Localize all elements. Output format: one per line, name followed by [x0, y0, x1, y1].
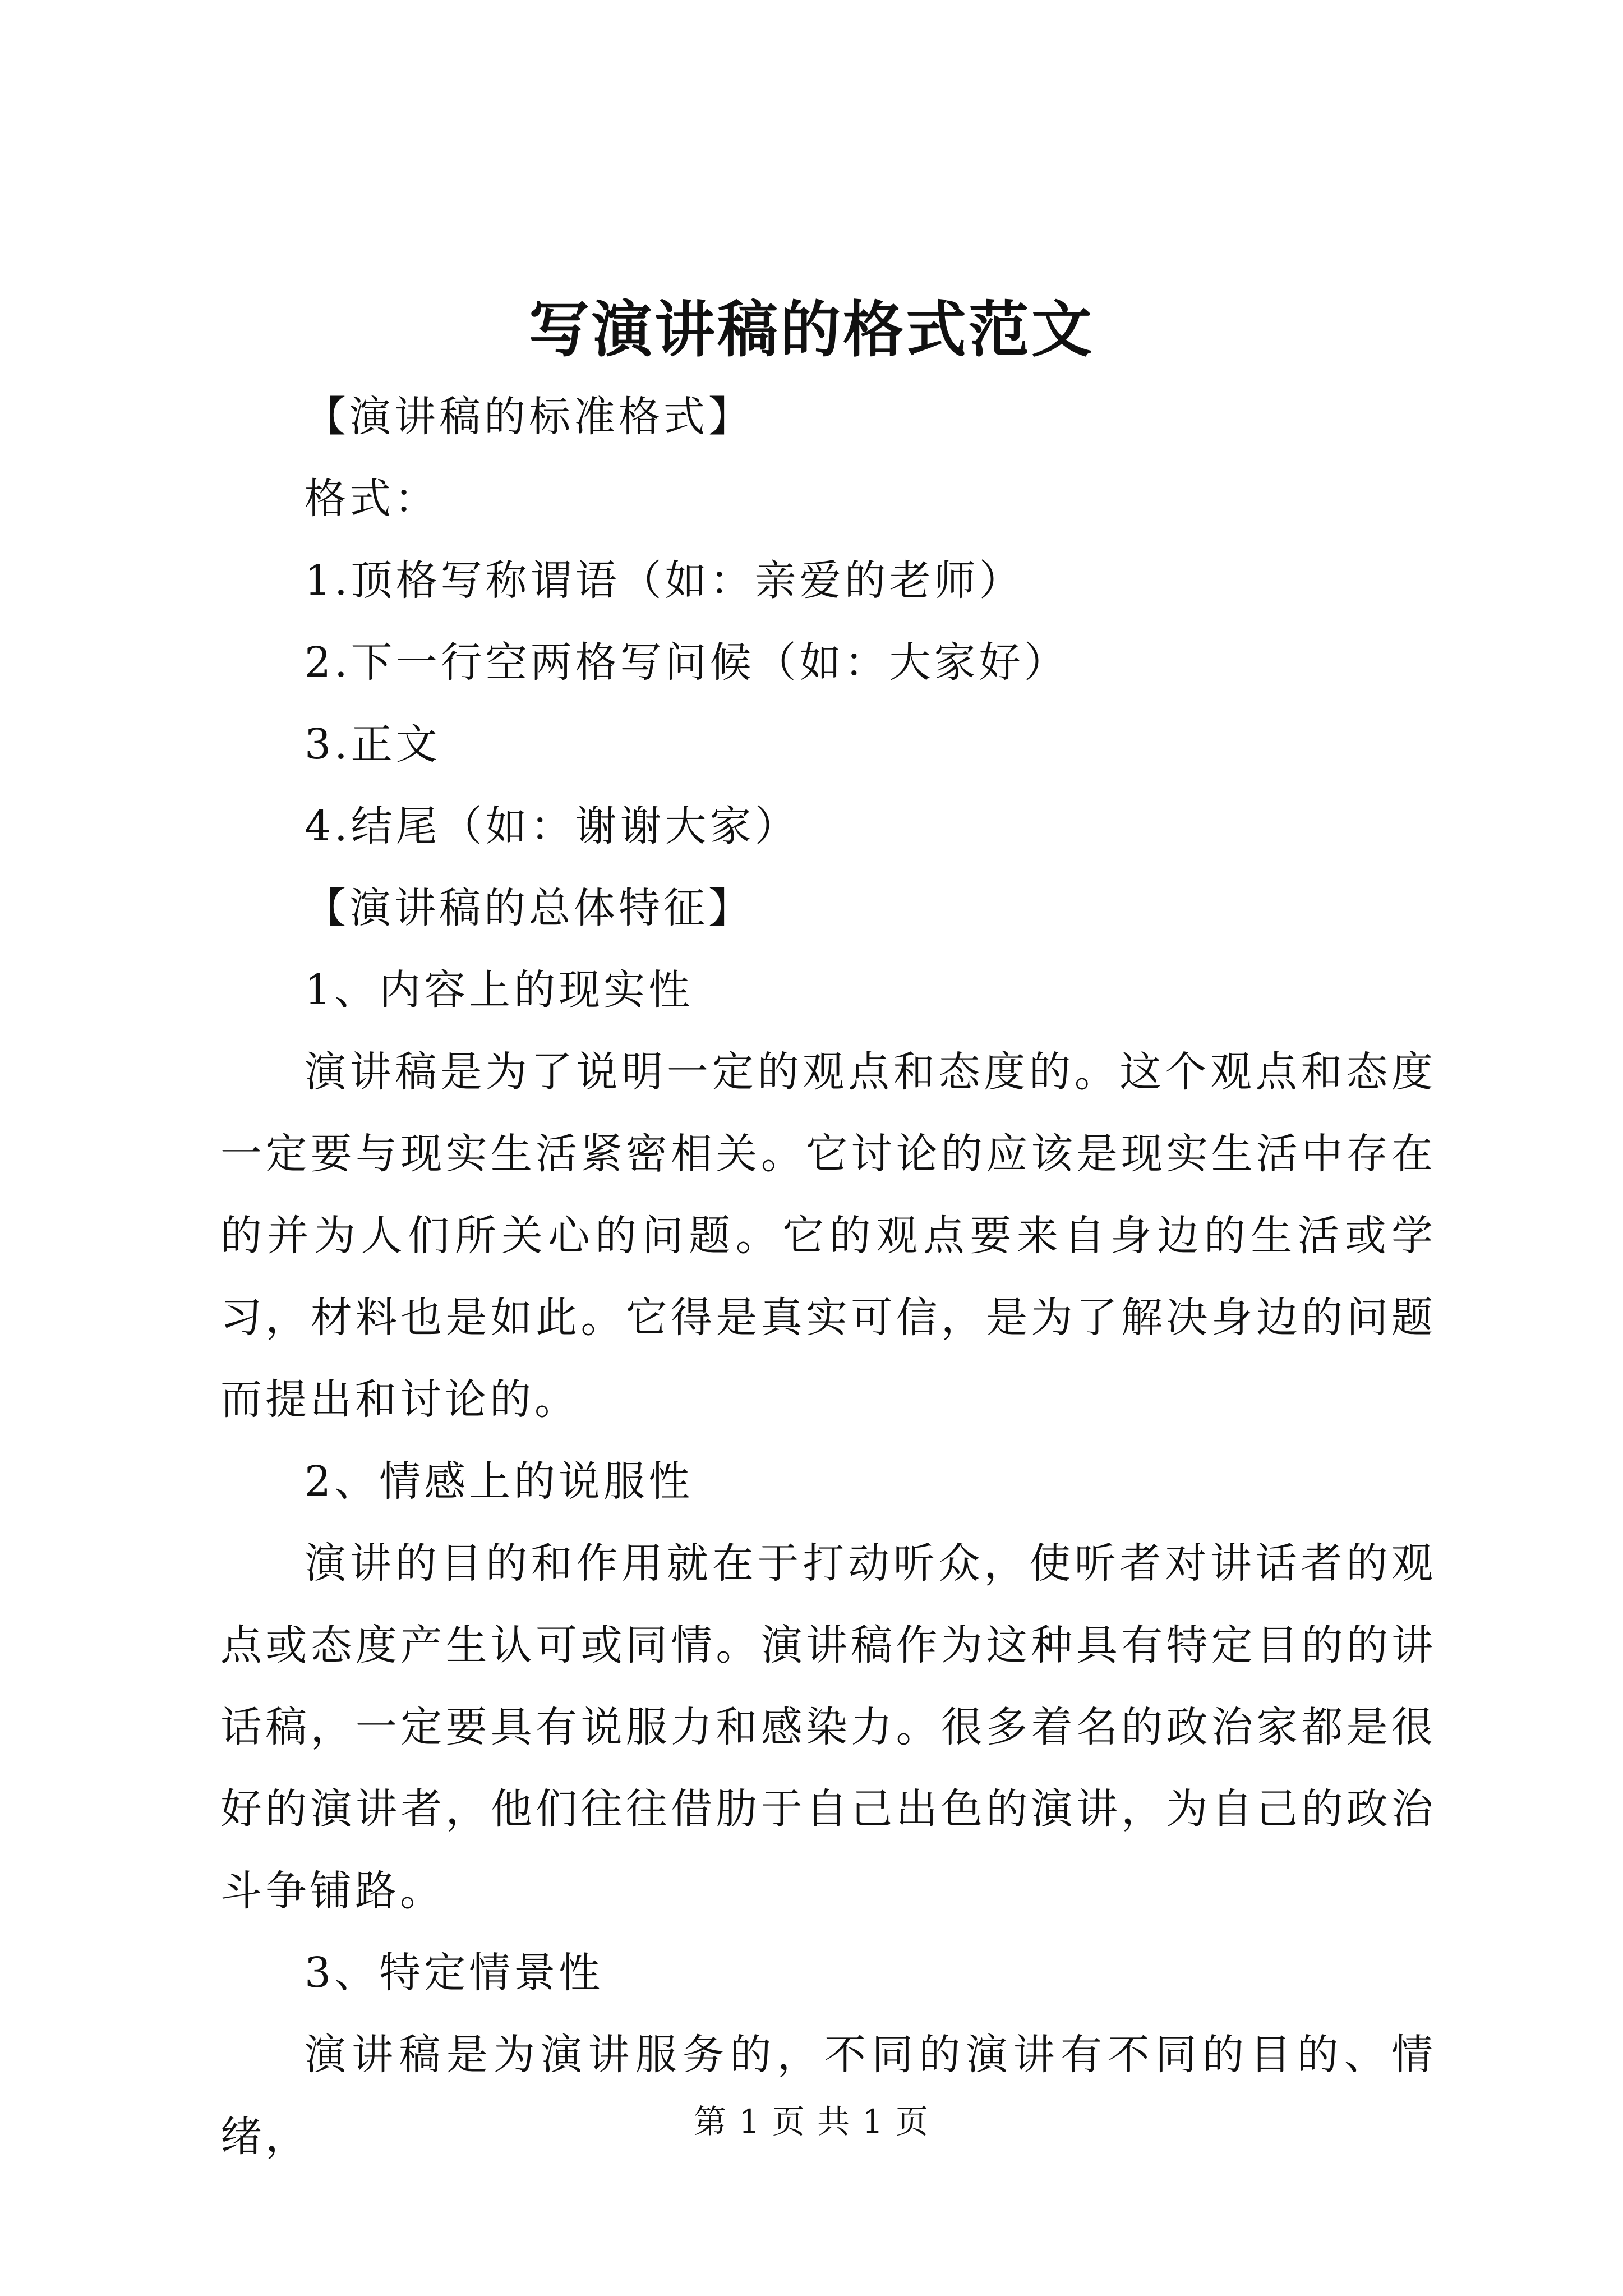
- format-item-4: 4.结尾（如：谢谢大家）: [305, 802, 800, 850]
- feature-paragraph-3: 演讲稿是为演讲服务的，不同的演讲有不同的目的、情绪，: [220, 2031, 1436, 2161]
- format-item-1: 1.顶格写称谓语（如：亲爱的老师）: [305, 556, 1024, 605]
- section-heading-features: 【演讲稿的总体特征】: [305, 884, 753, 932]
- document-body: [220, 376, 1436, 2178]
- document-title: 写演讲稿的格式范文: [528, 295, 1094, 365]
- format-item-3: 3.正文: [305, 720, 441, 769]
- feature-heading-1: 1、内容上的现实性: [305, 966, 694, 1014]
- feature-heading-2: 2、情感上的说服性: [305, 1457, 694, 1506]
- section-heading-format: 【演讲稿的标准格式】: [305, 393, 753, 441]
- feature-heading-3: 3、特定情景性: [305, 1949, 604, 1997]
- page-footer: 第 1 页 共 1 页: [694, 2102, 929, 2141]
- feature-paragraph-2: 演讲的目的和作用就在于打动听众，使听者对讲话者的观点或态度产生认可或同情。演讲稿作为这种具有特定目的的讲话稿，一定要具有说服力和感染力。很多着名的政治家都是很好的演讲者，他们往往借肋于自己出色的演讲，为自己的政治斗争铺路。: [220, 1539, 1436, 1915]
- feature-paragraph-1: 演讲稿是为了说明一定的观点和态度的。这个观点和态度一定要与现实生活紧密相关。它讨论的应该是现实生活中存在的并为人们所关心的问题。它的观点要来自身边的生活或学习，材料也是如此。它得是真实可信，是为了解决身边的问题而提出和讨论的。: [220, 1048, 1436, 1424]
- format-item-2: 2.下一行空两格写问候（如：大家好）: [305, 638, 1069, 687]
- format-label: 格式：: [305, 475, 439, 523]
